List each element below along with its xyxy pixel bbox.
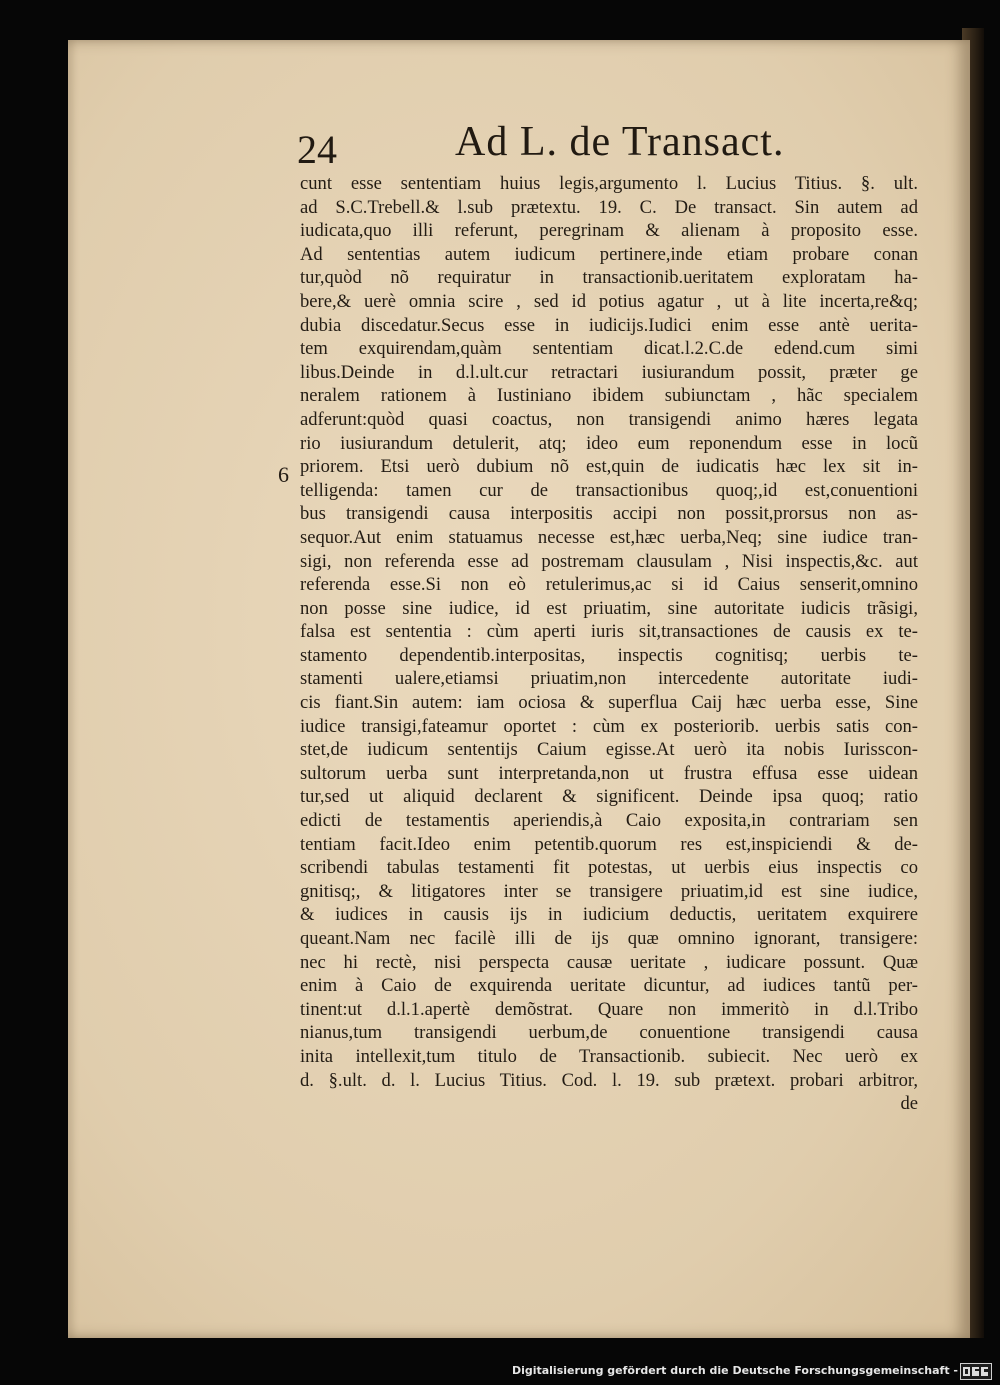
text-line: adferunt:quòd quasi coactus, non transigendi animo hæres legata [300,408,918,430]
text-line: stet,de iudicum sententijs Caium egisse.At uerò ita nobis Iurisscon- [300,739,918,761]
page-number: 24 [297,127,337,172]
text-line: edicti de testamentis aperiendis,à Caio exposita,in contrariam sen [300,810,918,832]
text-line: non posse sine iudice, id est priuatim, sine autoritate iudicis trãsigi, [300,597,918,619]
text-line: cunt esse sententiam huius legis,argumento l. Lucius Titius. §. ult. [300,173,918,194]
dfg-credit-text: Digitalisierung gefördert durch die Deutsche Forschungsgemeinschaft - [511,1364,958,1377]
text-line: sigi, non referenda esse ad postremam clausulam , Nisi inspectis,&c. aut [300,550,918,572]
text-line: neralem rationem à Iustiniano ibidem subiunctam , hãc specialem [300,385,918,407]
text-line: d. §.ult. d. l. Lucius Titius. Cod. l. 19. sub prætext. probari arbitror, [300,1069,918,1091]
text-line: sultorum uerba sunt interpretanda,non ut frustra effusa esse uidean [300,762,918,784]
text-line: Ad sententias autem iudicum pertinere,inde etiam probare conan [300,243,918,265]
text-line: dubia discedatur.Secus esse in iudicijs.Iudici enim esse antè ueritа- [300,314,918,336]
text-line: & iudices in causis ijs in iudicium deductis, ueritatem exquirere [300,904,918,926]
text-line: de [900,1093,918,1115]
text-line: inita intellexit,tum titulo de Transactionib. subiecit. Nec uerò ex [300,1045,918,1067]
text-line: rio iusiurandum detulerit, atq; ideo eum reponendum esse in locũ [300,432,918,454]
text-line: stamento dependentib.interpositas, inspectis cognitisq; uerbis te- [300,644,918,666]
text-line: iudicata,quo illi referunt, peregrinam & alienam à proposito esse. [300,220,918,242]
text-line: ad S.C.Trebell.& l.sub prætextu. 19. C. De transact. Sin autem ad [300,196,918,218]
text-line: tentiam facit.Ideo enim petentib.quorum res est,inspiciendi & de- [300,833,918,855]
text-line: tur,quòd nõ requiratur in transactionib.ueritatem exploratam ha- [300,267,918,289]
footer-bar [0,1358,1000,1385]
text-line: libus.Deinde in d.l.ult.cur retractari iusiurandum possit, præter ge [300,361,918,383]
text-line: cis fiant.Sin autem: iam ociosa & superflua Caij hæc uerba esse, Sine [300,692,918,714]
text-line: bere,& uerè omnia scire , sed id potius agatur , ut à lite incerta,re&q; [300,290,918,312]
text-line: enim à Caio de exquirenda ueritate dicuntur, ad iudices tantũ per- [300,975,918,997]
text-line: iudice transigi,fateamur oportet : cùm ex posteriorib. uerbis satis con- [300,715,918,737]
text-line: nianus,tum transigendi uerbum,de conuentione transigendi causa [300,1022,918,1044]
text-line: nec hi rectè, nisi perspecta causæ ueritate , iudicare possunt. Quæ [300,951,918,973]
text-line: referenda esse.Si non eò retulerimus,ac si id Caius senserit,omnino [300,574,918,596]
text-line: tinent:ut d.l.1.apertè demõstrat. Quare non immeritò in d.l.Tribo [300,998,918,1020]
text-line: queant.Nam nec facilè illi de ijs quæ omnino ignorant, transigere: [300,928,918,949]
body-text [300,172,918,1116]
dfg-logo-icon [960,1363,992,1380]
margin-number: 6 [278,462,289,487]
text-line: priorem. Etsi uerò dubium nõ est,quin de iudicatis hæc lex sit in- [300,456,918,478]
text-line: gnitisq;, & litigatores inter se transigere priuatim,id est sine iudice, [300,880,918,902]
text-line: tem exquirendam,quàm sententiam dicat.l.2.C.de edend.cum simi [300,338,918,360]
text-line: tur,sed ut aliquid declarent & significent. Deinde ipsa quoq; ratio [300,786,918,808]
text-line: sequor.Aut enim statuamus necesse est,hæc uerba,Neq; sine iudice tran- [300,526,918,548]
text-line: telligenda: tamen cur de transactionibus quoq;,id est,conuentioni [300,479,918,501]
text-line: stamenti ualere,etiamsi priuatim,non intercedente autoritate iudi- [300,668,918,690]
text-line: falsa est sententia : cùm aperti iuris sit,transactiones de causis ex te- [300,621,918,643]
text-line: scribendi tabulas testamenti fit potestas, ut uerbis eius inspectis co [300,857,918,879]
running-head: Ad L. de Transact. [455,119,785,165]
text-line: bus transigendi causa interpositis accipi non possit,prorsus non as- [300,503,918,525]
